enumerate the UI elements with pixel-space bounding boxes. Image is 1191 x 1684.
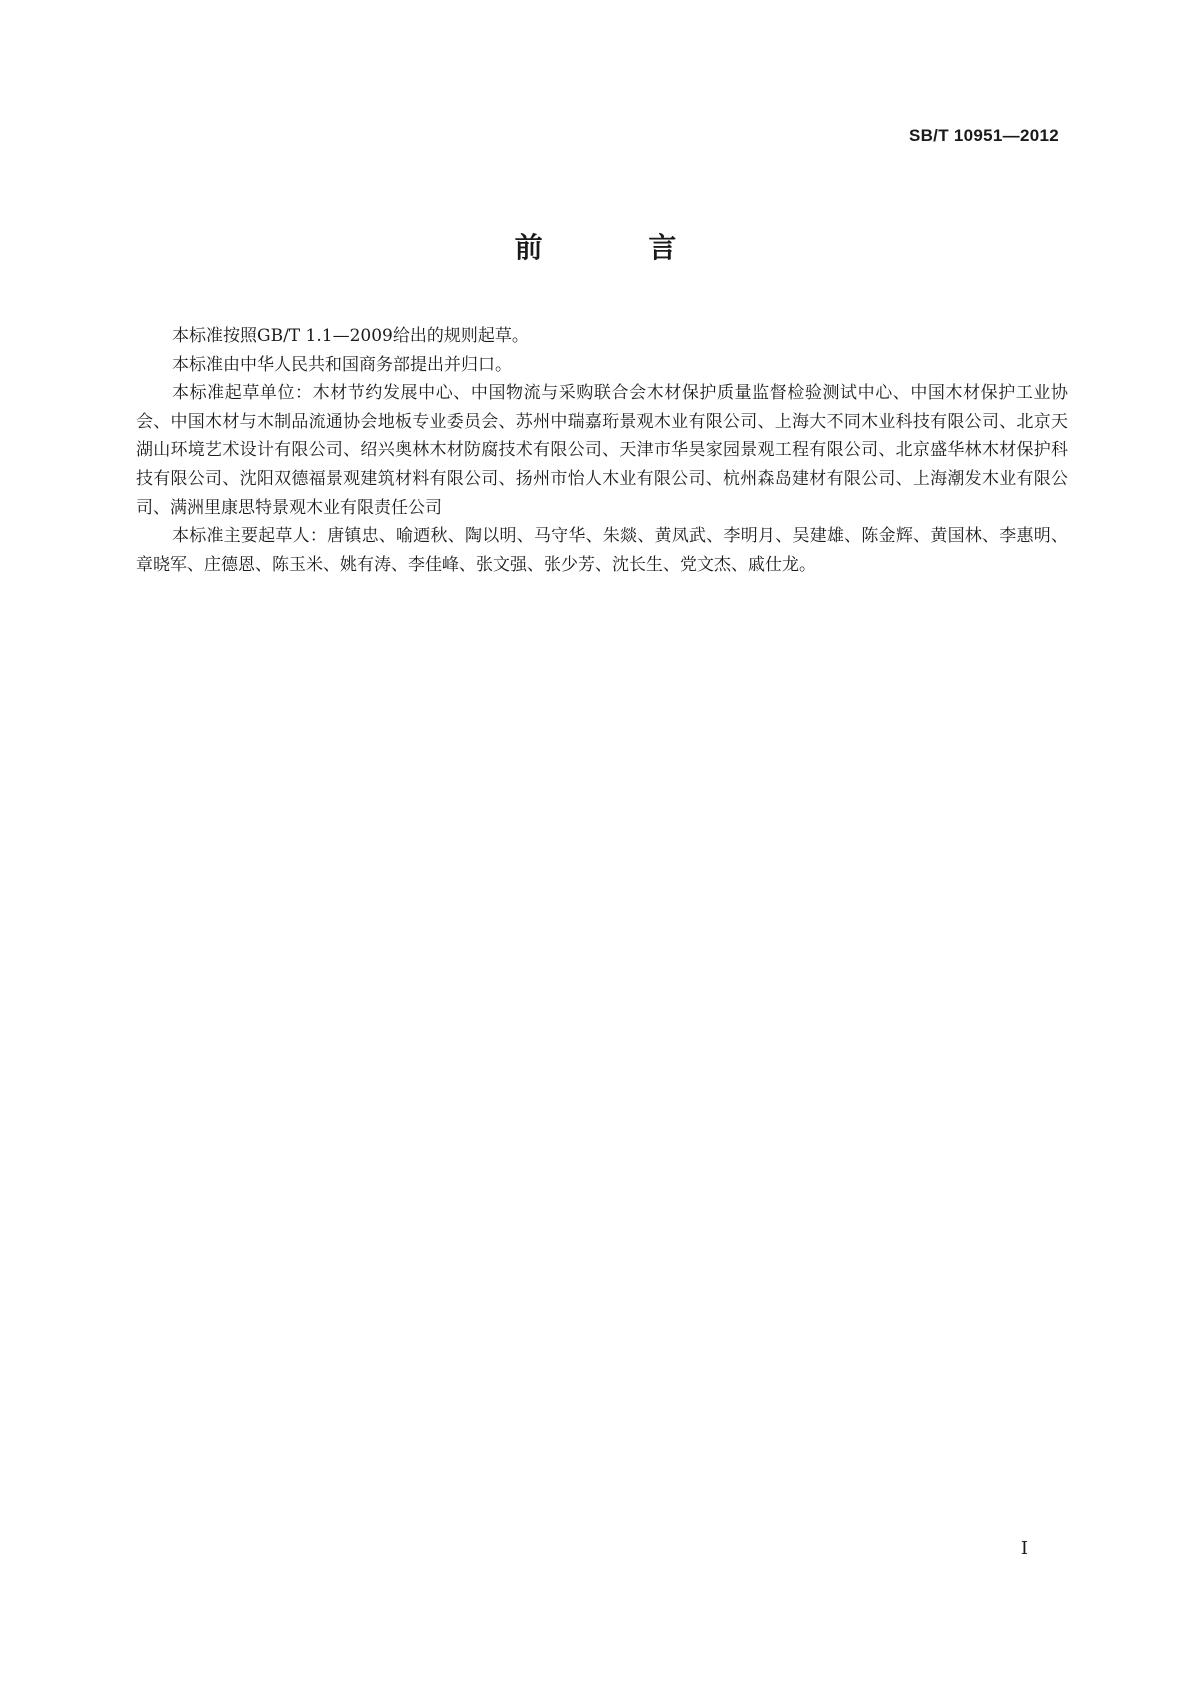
paragraph-drafters: 本标准主要起草人：唐镇忠、喻迺秋、陶以明、马守华、朱燚、黄凤武、李明月、吴建雄、陈金辉、黄国林、李惠明、章晓军、庄德恩、陈玉米、姚有涛、李佳峰、张文强、张少芳、沈长生、党文杰、戚仕龙。 (136, 526, 1068, 575)
paragraph-proposer: 本标准由中华人民共和国商务部提出并归口。 (172, 354, 512, 375)
page-number: I (1020, 1538, 1028, 1559)
standard-number: SB/T 10951—2012 (908, 126, 1059, 145)
page-title: 前 言 (514, 231, 725, 264)
paragraph-drafting-rules: 本标准按照GB/T 1.1—2009给出的规则起草。 (172, 326, 529, 346)
foreword-body (136, 322, 1068, 579)
paragraph-drafting-units: 本标准起草单位：木材节约发展中心、中国物流与采购联合会木材保护质量监督检验测试中心、中国木材保护工业协会、中国木材与木制品流通协会地板专业委员会、苏州中瑞嘉珩景观木业有限公司、上海大不同木业科技有限公司、北京天湖山环境艺术设计有限公司、绍兴奥林木材防腐技术有限公司、天津市华昊家园景观工程有限公司、北京盛华林木材保护科技有限公司、沈阳双德福景观建筑材料有限公司、扬州市怡人木业有限公司、杭州森岛建材有限公司、上海潮发木业有限公司、满洲里康思特景观木业有限责任公司 (136, 383, 1068, 518)
